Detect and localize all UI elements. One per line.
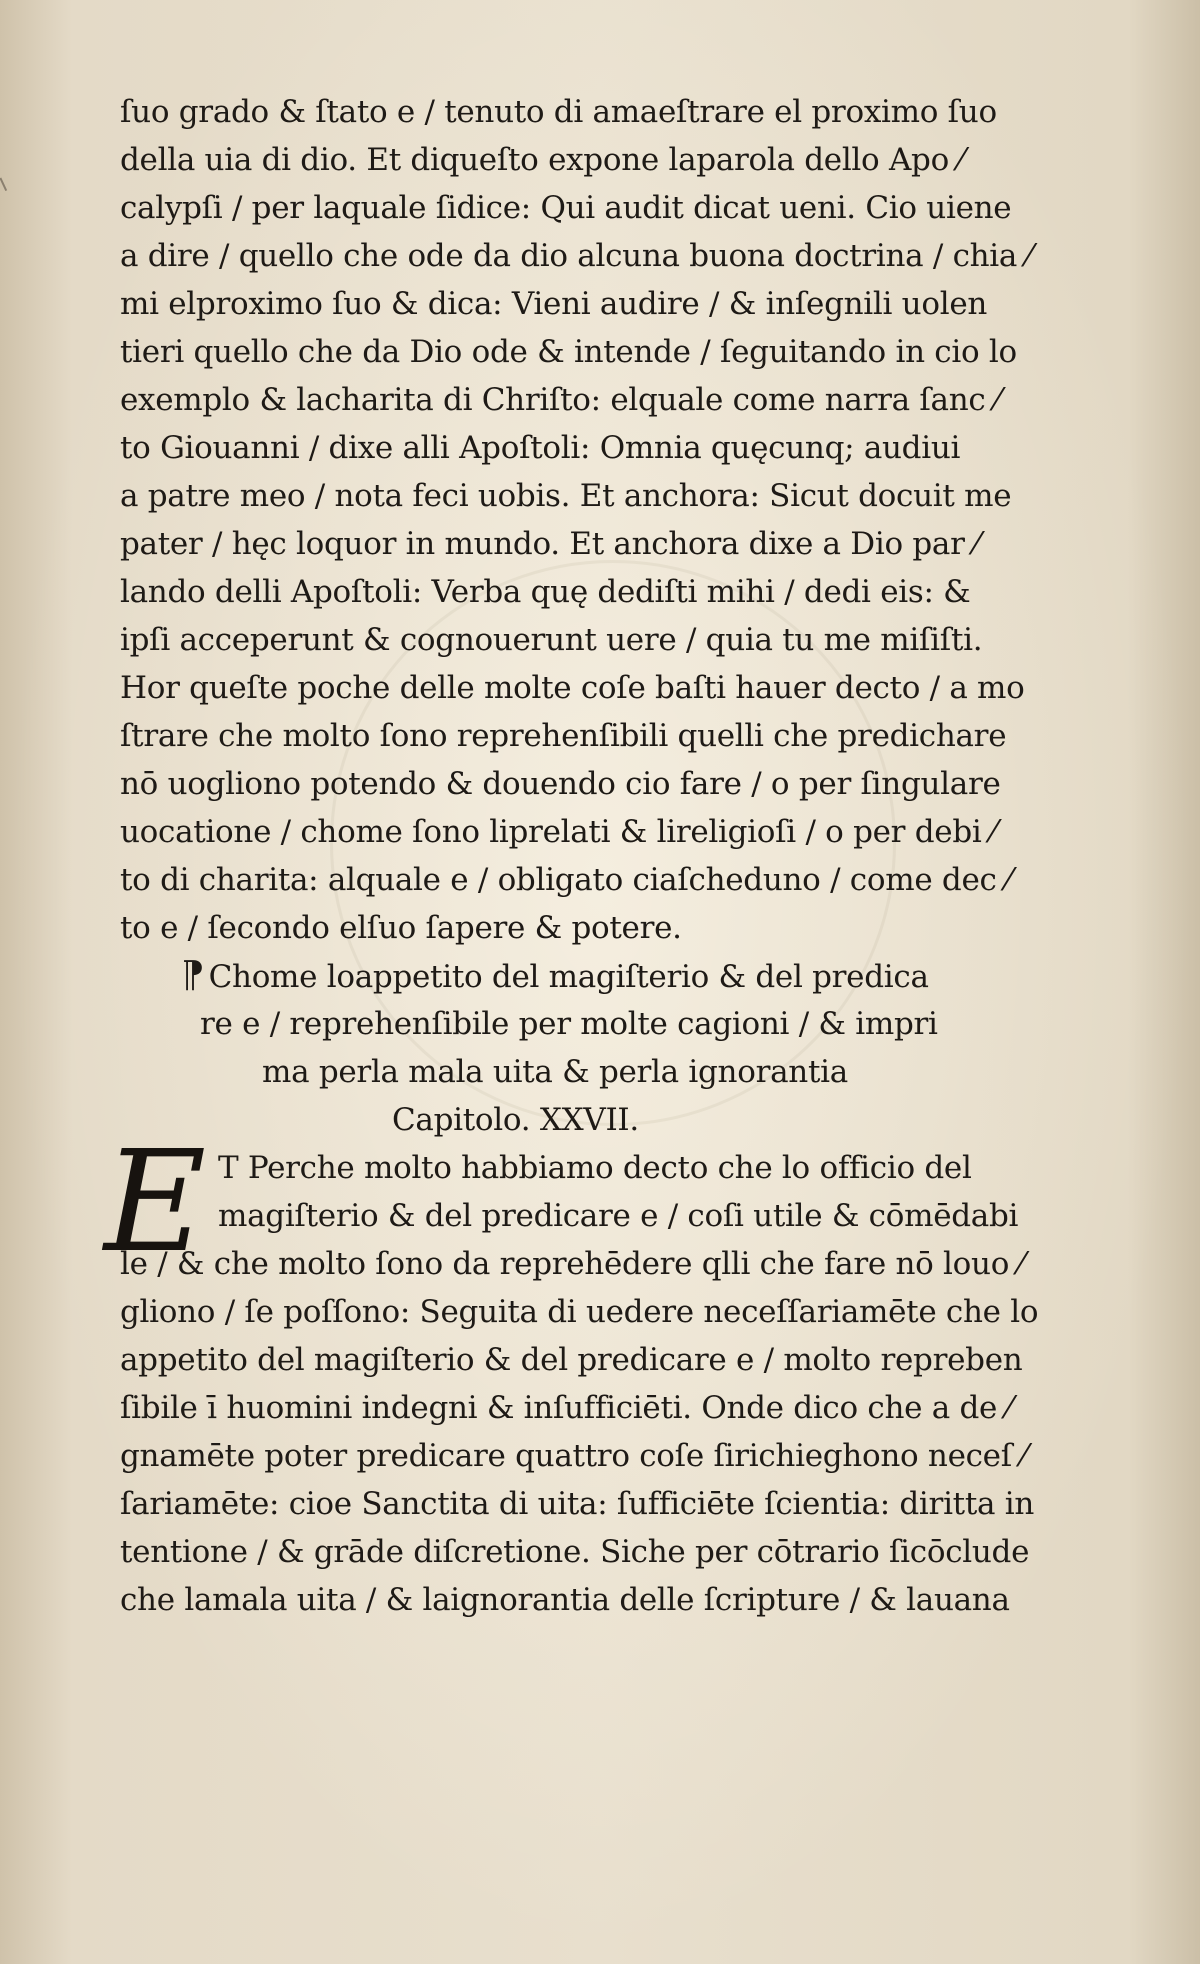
- text-line: magiſterio & del predicare e / coſi utile & cōmēdabi: [218, 1198, 1019, 1234]
- text-line: lando delli Apoſtoli: Verba quę dediſti mihi / dedi eis: &: [120, 574, 971, 610]
- text-line: ſtrare che molto ſono reprehenſibili quelli che predichare: [120, 718, 1007, 754]
- text-line: tieri quello che da Dio ode & intende / ſeguitando in cio lo: [120, 334, 1017, 370]
- text-line: pater / hęc loquor in mundo. Et anchora dixe a Dio par ⁄: [120, 526, 980, 562]
- text-line: ſuo grado & ſtato e / tenuto di amaeſtrare el proximo ſuo: [120, 94, 997, 130]
- text-line: T Perche molto habbiamo decto che lo officio del: [218, 1150, 972, 1186]
- text-block: [104, 88, 1039, 1624]
- text-line: ipſi acceperunt & cognouerunt uere / quia tu me miſiſti.: [120, 622, 983, 658]
- text-line: che lamala uita / & laignorantia delle ſcripture / & lauana: [120, 1582, 1010, 1618]
- text-line: della uia di dio. Et diqueſto expone laparola dello Apo ⁄: [120, 142, 964, 178]
- pilcrow-icon: ¶: [182, 955, 205, 996]
- text-line: ſibile ī huomini indegni & inſufficiēti. Onde dico che a de ⁄: [120, 1390, 1012, 1426]
- text-line: ſariamēte: cioe Sanctita di uita: ſufficiēte ſcientia: diritta in: [120, 1486, 1035, 1522]
- chapter-heading: [120, 952, 1020, 1144]
- chapter-number: Capitolo. XXVII.: [392, 1102, 639, 1138]
- text-line: a dire / quello che ode da dio alcuna buona doctrina / chia ⁄: [120, 238, 1032, 274]
- text-line: appetito del magiſterio & del predicare e / molto repreben: [120, 1342, 1023, 1378]
- heading-line: [120, 952, 1020, 1000]
- heading-line-text: Chome loappetito del magiſterio & del predica: [208, 959, 929, 995]
- heading-line: ma perla mala uita & perla ignorantia: [262, 1054, 848, 1090]
- heading-line: re e / reprehenſibile per molte cagioni / & impri: [200, 1006, 938, 1042]
- text-line: gliono / ſe poſſono: Seguita di uedere neceſſariamēte che lo: [120, 1294, 1039, 1330]
- text-line: a patre meo / nota feci uobis. Et anchora: Sicut docuit me: [120, 478, 1012, 514]
- body-paragraph: [120, 88, 1032, 952]
- text-line: calypſi / per laquale ſidice: Qui audit dicat ueni. Cio uiene: [120, 190, 1012, 226]
- text-line: exemplo & lacharita di Chriſto: elquale come narra ſanc ⁄: [120, 382, 1000, 418]
- chapter-paragraph: [104, 1121, 1039, 1624]
- text-line: le / & che molto ſono da reprehēdere qlli che fare nō louo ⁄: [120, 1246, 1024, 1282]
- text-line: gnamēte poter predicare quattro coſe ſirichieghono neceſ ⁄: [120, 1438, 1027, 1474]
- text-line: Hor queſte poche delle molte coſe baſti hauer decto / a mo: [120, 670, 1025, 706]
- text-line: to e / ſecondo elſuo ſapere & potere.: [120, 910, 682, 946]
- drop-cap-initial: E: [104, 1121, 206, 1284]
- margin-mark: [0, 175, 13, 191]
- text-line: to Giouanni / dixe alli Apoſtoli: Omnia quęcunq; audiui: [120, 430, 961, 466]
- text-line: uocatione / chome ſono liprelati & lireligioſi / o per debi ⁄: [120, 814, 996, 850]
- text-line: nō uogliono potendo & douendo cio fare / o per ſingulare: [120, 766, 1001, 802]
- text-line: tentione / & grāde diſcretione. Siche per cōtrario ſicōclude: [120, 1534, 1030, 1570]
- text-line: mi elproximo ſuo & dica: Vieni audire / & inſegnili uolen: [120, 286, 988, 322]
- text-line: to di charita: alquale e / obligato ciaſcheduno / come dec ⁄: [120, 862, 1012, 898]
